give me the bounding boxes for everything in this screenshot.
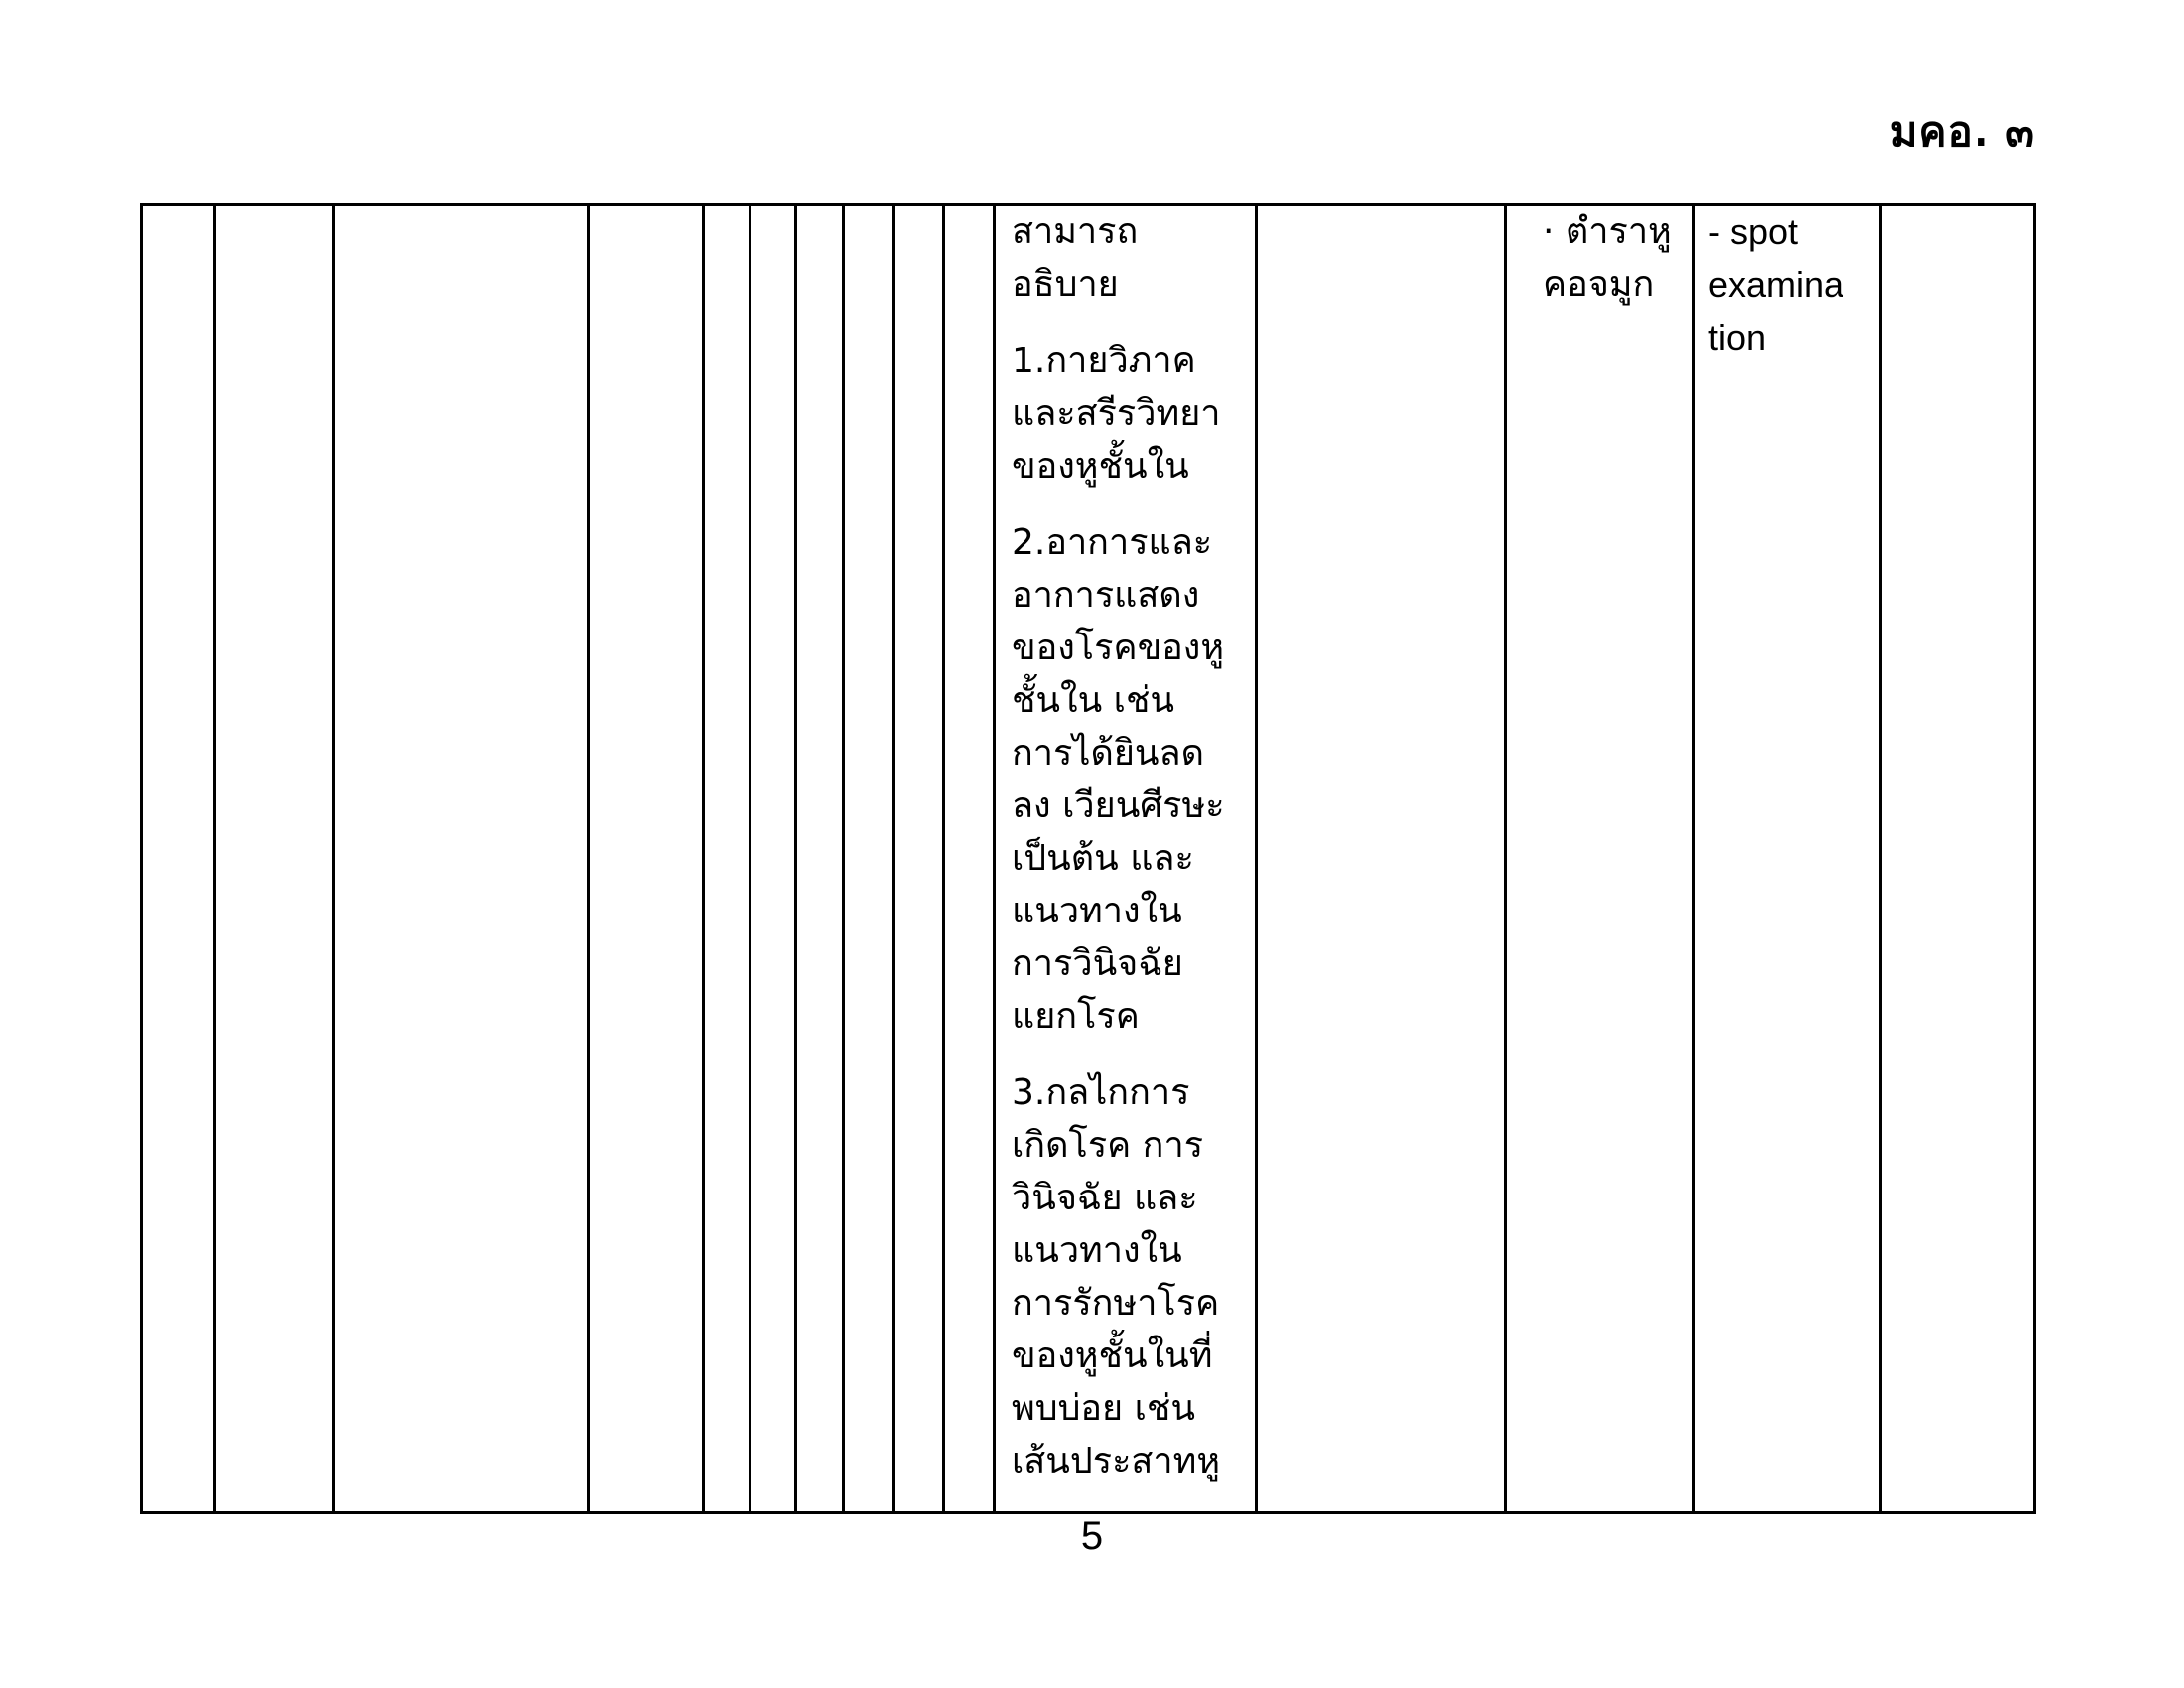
text-line: เส้นประสาทหู <box>1012 1441 1221 1481</box>
text-line: ของหูชั้นในที่ <box>1012 1336 1213 1376</box>
text-line: แนวทางใน <box>1012 891 1182 931</box>
text-line: พบบ่อย เช่น <box>1012 1388 1195 1429</box>
text-line: examina <box>1708 264 1844 305</box>
objective-paragraph <box>996 516 1255 1043</box>
objective-paragraph <box>996 335 1255 492</box>
text-line: และสรีรวิทยา <box>1012 393 1221 434</box>
objective-paragraph <box>996 206 1255 311</box>
course-table <box>140 203 2036 1514</box>
text-line: เกิดโรค การ <box>1012 1125 1204 1166</box>
text-line: tion <box>1708 317 1767 357</box>
text-line: แยกโรค <box>1012 996 1140 1037</box>
text-line: อธิบาย <box>1012 264 1119 305</box>
empty-cell <box>1257 205 1506 1513</box>
empty-cell <box>704 205 751 1513</box>
empty-cell <box>944 205 995 1513</box>
text-line: ลง เวียนศีรษะ <box>1012 785 1225 826</box>
text-line: เป็นต้น และ <box>1012 838 1194 879</box>
empty-cell <box>894 205 944 1513</box>
text-line: สามารถ <box>1012 211 1139 252</box>
text-line: คอจมูก <box>1543 264 1655 305</box>
empty-cell <box>142 205 215 1513</box>
text-line: 2.อาการและ <box>1012 522 1213 563</box>
teaching-media-cell <box>1506 205 1694 1513</box>
text-line: ของโรคของหู <box>1012 628 1225 668</box>
objectives-cell <box>995 205 1257 1513</box>
text-line: การได้ยินลด <box>1012 733 1204 774</box>
empty-cell <box>1881 205 2035 1513</box>
text-line: ชั้นใน เช่น <box>1012 680 1175 721</box>
text-line: แนวทางใน <box>1012 1230 1182 1271</box>
empty-cell <box>215 205 334 1513</box>
document-code: มคอ. ๓ <box>1889 107 2035 156</box>
text-line: การรักษาโรค <box>1012 1283 1220 1324</box>
empty-cell <box>844 205 894 1513</box>
text-line: · ตำราหู <box>1543 211 1672 252</box>
objective-paragraph <box>996 1066 1255 1487</box>
empty-cell <box>796 205 844 1513</box>
text-line: ของหูชั้นใน <box>1012 446 1189 487</box>
evaluation-cell <box>1694 205 1881 1513</box>
text-line: 3.กลไกการ <box>1012 1072 1190 1113</box>
text-line: อาการแสดง <box>1012 575 1200 616</box>
text-line: วินิจฉัย และ <box>1012 1178 1198 1218</box>
empty-cell <box>334 205 589 1513</box>
text-line: การวินิจฉัย <box>1012 943 1183 984</box>
page-number: 5 <box>1080 1514 1104 1558</box>
empty-cell <box>589 205 704 1513</box>
text-line: - spot <box>1708 211 1799 252</box>
table-row <box>142 205 2035 1513</box>
text-line: 1.กายวิภาค <box>1012 341 1196 381</box>
empty-cell <box>751 205 796 1513</box>
